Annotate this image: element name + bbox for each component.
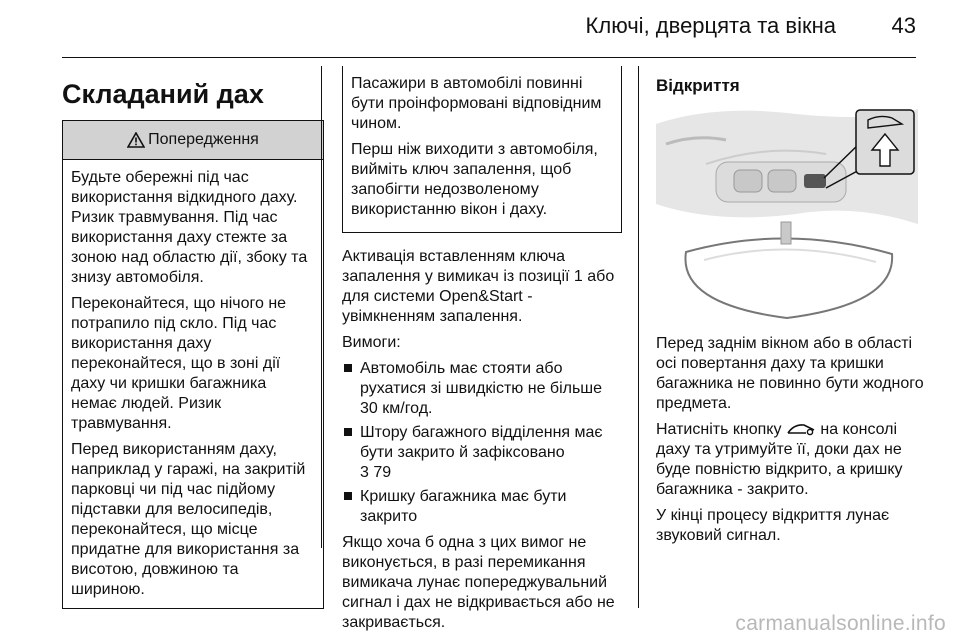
warning-paragraph: Переконайтеся, що нічого не потрапило під скло. Під час використання даху переконайтеся, що в зоні дії даху чи кришки багажника немає людей. Ризик травмування. bbox=[71, 295, 287, 432]
list-item: Кришку багажника має бути закрито bbox=[342, 487, 622, 527]
requirements-list bbox=[342, 359, 622, 527]
warning-box bbox=[62, 120, 324, 609]
roof-console-illustration bbox=[656, 104, 918, 322]
convertible-roof-icon bbox=[786, 422, 816, 436]
page-reference[interactable]: 3 79 bbox=[360, 464, 392, 481]
header-title: Ключі, дверцята та вікна bbox=[585, 13, 836, 38]
activation-text: Активація вставленням ключа запалення у вимикач із позиції 1 або для системи Open&Start - увімкненням запалення. bbox=[342, 248, 615, 325]
warning-title: Попередження bbox=[148, 131, 259, 148]
header-rule bbox=[62, 57, 916, 58]
warning-header bbox=[63, 121, 323, 160]
closing-text: Якщо хоча б одна з цих вимог не виконується, в разі перемикання вимикача лунає попереджувальний сигнал і дах не відкривається або не закривається. bbox=[342, 534, 615, 631]
warning-paragraph: Будьте обережні під час використання відкидного даху. Ризик травмування. Під час використання даху стежте за зоною над областю дії, збоку та знизу автомобіля. bbox=[71, 169, 308, 286]
paragraph: У кінці процесу відкриття лунає звуковий сигнал. bbox=[656, 507, 890, 544]
column-divider bbox=[638, 66, 639, 608]
info-paragraph: Перш ніж виходити з автомобіля, вийміть ключ запалення, щоб запобігти недозволеному використанню вікон і даху. bbox=[351, 141, 598, 218]
warning-paragraph: Перед використанням даху, наприклад у гаражі, на закритій парковці чи під час підйому підставки для велосипедів, переконайтеся, що місце придатне для використання за висотою, довжиною та шириною. bbox=[71, 441, 306, 598]
list-item: Штору багажного відділення має бути закрито й зафіксовано 3 79 bbox=[342, 423, 622, 483]
paragraph: Перед заднім вікном або в області осі повертання даху та кришки багажника не повинно бути жодного предмета. bbox=[656, 335, 924, 412]
warning-body bbox=[63, 160, 323, 608]
column-3 bbox=[656, 66, 924, 552]
subsection-heading: Відкриття bbox=[656, 76, 740, 95]
requirements-label: Вимоги: bbox=[342, 334, 401, 351]
warning-triangle-icon bbox=[127, 132, 145, 148]
page-header bbox=[0, 0, 960, 60]
info-paragraph: Пасажири в автомобілі повинні бути проінформовані відповідним чином. bbox=[351, 75, 602, 132]
section-heading: Складаний дах bbox=[62, 79, 264, 109]
column-2 bbox=[342, 66, 622, 639]
column-divider bbox=[321, 66, 322, 548]
paragraph: Натисніть кнопку на консолі даху та утримуйте її, доки дах не буде повністю відкрито, а кришку багажника - закрито. bbox=[656, 421, 903, 498]
column-1 bbox=[62, 66, 324, 609]
info-box bbox=[342, 66, 622, 233]
page-number: 43 bbox=[891, 13, 916, 38]
watermark: carmanualsonline.info bbox=[735, 612, 946, 635]
list-item: Автомобіль має стояти або рухатися зі швидкістю не більше 30 км/год. bbox=[342, 359, 622, 419]
